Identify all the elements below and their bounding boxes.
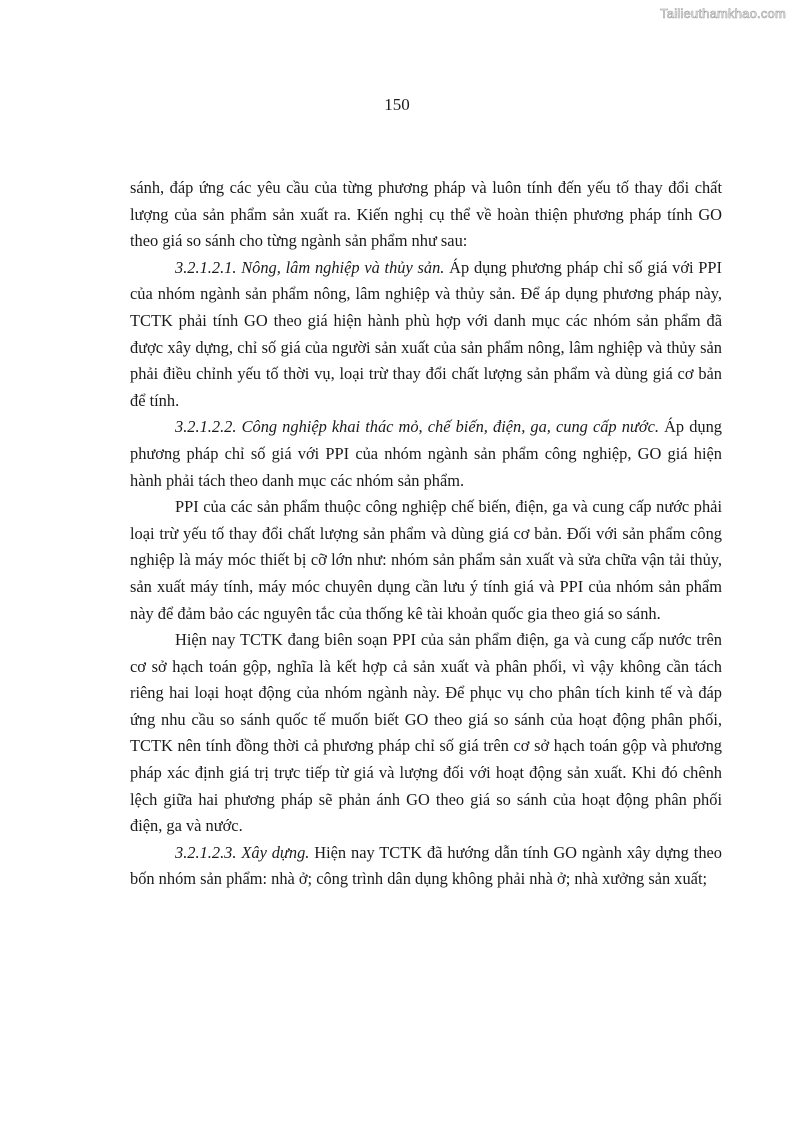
paragraph-construction <box>130 840 722 893</box>
paragraph-industry <box>130 414 722 494</box>
section-heading-3-2-1-2-2: 3.2.1.2.2. Công nghiệp khai thác mỏ, chế biến, điện, ga, cung cấp nước. <box>175 417 659 437</box>
watermark: Tailieuthamkhao.com <box>660 6 786 21</box>
paragraph-agriculture <box>130 255 722 415</box>
paragraph-continuation <box>130 175 722 255</box>
paragraph-ppi-utilities <box>130 627 722 840</box>
document-body <box>130 175 722 893</box>
paragraph-text: Áp dụng phương pháp chỉ số giá với PPI của nhóm ngành sản phẩm nông, lâm nghiệp và thủy sản. Để áp dụng phương pháp này, TCTK phải tính GO theo giá hiện hành phù hợp với danh mục các nhóm sản phẩm đã được xây dựng, chỉ số giá của người sản xuất của sản phẩm nông, lâm nghiệp và thủy sản phải điều chỉnh yếu tố thời vụ, loại trừ thay đổi chất lượng sản phẩm và dùng giá cơ bản để tính. <box>130 257 722 410</box>
paragraph-text: PPI của các sản phẩm thuộc công nghiệp chế biến, điện, ga và cung cấp nước phải loại trừ yếu tố thay đổi chất lượng sản phẩm và dùng giá cơ bản. Đối với sản phẩm công nghiệp là máy móc thiết bị cỡ lớn như: nhóm sản phẩm sản xuất và sửa chữa vận tải thủy, sản xuất máy tính, máy móc chuyên dụng cần lưu ý tính giá và PPI của nhóm sản phẩm này để đảm bảo các nguyên tắc của thống kê tài khoản quốc gia theo giá so sánh. <box>130 497 722 623</box>
section-heading-3-2-1-2-3: 3.2.1.2.3. Xây dựng. <box>175 842 310 862</box>
paragraph-text: Áp dụng phương pháp chỉ số giá với PPI của nhóm ngành sản phẩm công nghiệp, GO giá hiện hành phải tách theo danh mục các nhóm sản phẩm. <box>130 417 722 490</box>
page-number: 150 <box>384 95 410 114</box>
paragraph-text: Hiện nay TCTK đã hướng dẫn tính GO ngành xây dựng theo bốn nhóm sản phẩm: nhà ở; công trình dân dụng không phải nhà ở; nhà xưởng sản xuất; <box>130 842 722 889</box>
paragraph-text: sánh, đáp ứng các yêu cầu của từng phương pháp và luôn tính đến yếu tố thay đổi chất lượng của sản phẩm sản xuất ra. Kiến nghị cụ thể về hoàn thiện phương pháp tính GO theo giá so sánh cho từng ngành sản phẩm như sau: <box>130 178 722 251</box>
paragraph-text: Hiện nay TCTK đang biên soạn PPI của sản phẩm điện, ga và cung cấp nước trên cơ sở hạch toán gộp, nghĩa là kết hợp cả sản xuất và phân phối, vì vậy không cần tách riêng hai loại hoạt động của nhóm ngành này. Để phục vụ cho phân tích kinh tế và đáp ứng nhu cầu so sánh quốc tế muốn biết GO theo giá so sánh của hoạt động phân phối, TCTK nên tính đồng thời cả phương pháp chỉ số giá trên cơ sở hạch toán gộp và phương pháp xác định giá trị trực tiếp từ giá và lượng đối với hoạt động sản xuất. Khi đó chênh lệch giữa hai phương pháp sẽ phản ánh GO theo giá so sánh của hoạt động phân phối điện, ga và nước. <box>130 630 722 836</box>
section-heading-3-2-1-2-1: 3.2.1.2.1. Nông, lâm nghiệp và thủy sản. <box>175 257 445 277</box>
paragraph-ppi-processing <box>130 494 722 627</box>
